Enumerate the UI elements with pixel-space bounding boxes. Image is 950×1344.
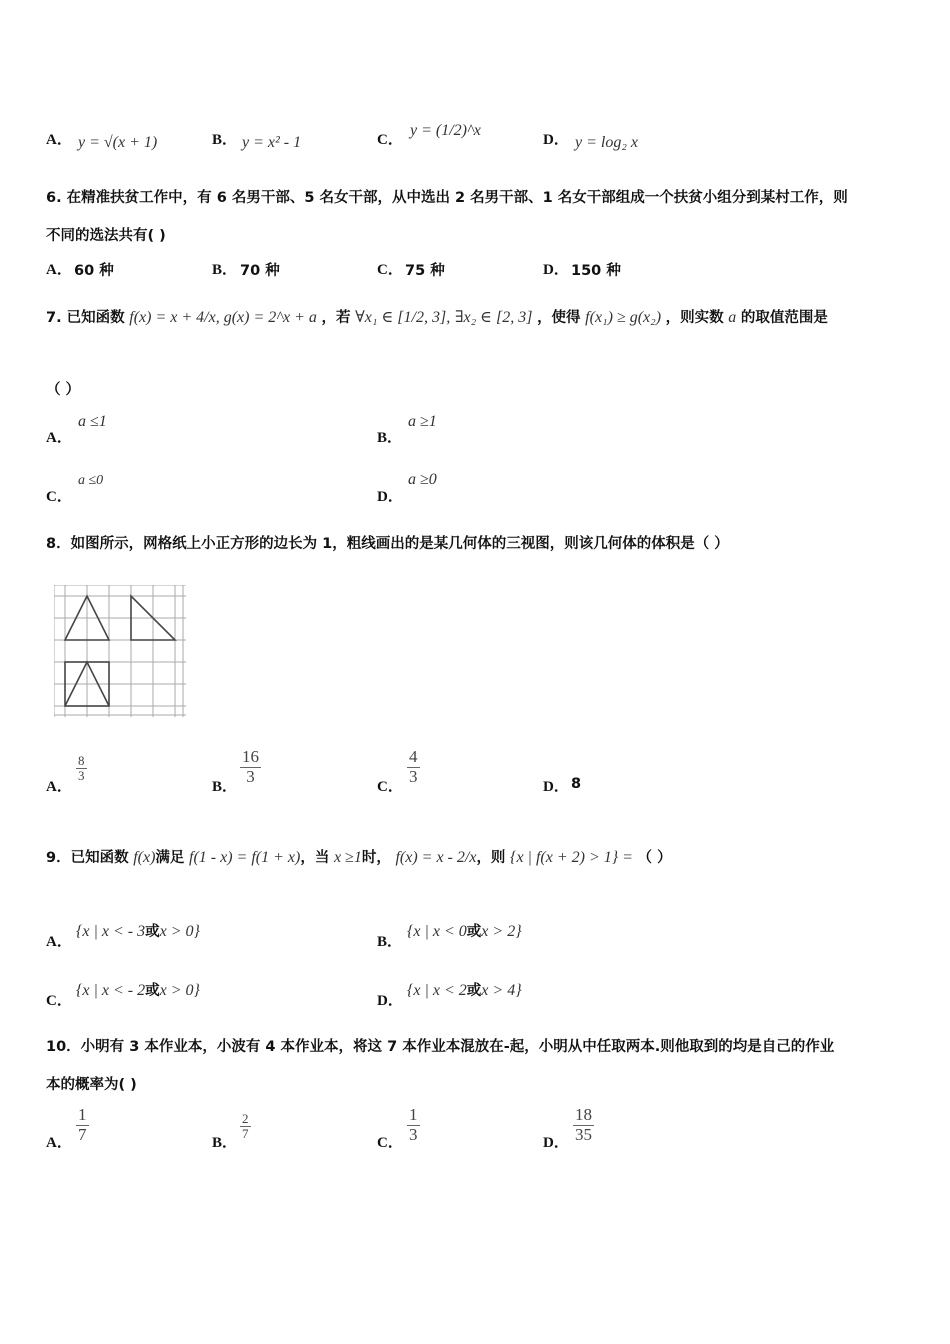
q10-option-a-label[interactable]: A． — [46, 1135, 72, 1151]
q9-option-a-expr — [76, 920, 200, 941]
q9-prefix: 9．已知函数 — [46, 850, 129, 866]
q9-option-b-or: 或 — [466, 924, 482, 940]
q10-stem-line1: 10．小明有 3 本作业本，小波有 4 本作业本，将这 7 本作业本混放在-起，小明从中任取两本.则他取到的均是自己的作业 — [46, 1039, 835, 1055]
q8-option-b-label[interactable]: B． — [212, 779, 238, 795]
q9-option-c-label[interactable]: C． — [46, 993, 72, 1009]
q6-option-b-text: 70 种 — [240, 263, 280, 279]
q7-option-d-label[interactable]: D． — [377, 489, 403, 505]
q7-option-a-expr: a ≤1 — [78, 413, 107, 430]
q7-paren: （ ） — [46, 382, 81, 398]
q9-mid3: 时， — [361, 850, 391, 866]
q10-option-b-num: 2 — [242, 1111, 249, 1126]
q9-option-c-right: x > 0} — [159, 982, 200, 999]
q5-option-a-expr — [78, 134, 157, 152]
q9-option-c-left: {x | x < - 2 — [76, 982, 146, 999]
q6-option-c-text: 75 种 — [405, 263, 445, 279]
q9-xge: x ≥1 — [333, 849, 362, 866]
q9-fx: f(x) — [133, 849, 156, 866]
q7-shide: ，使得 — [537, 310, 581, 326]
q5-option-b-label[interactable]: B． — [212, 132, 238, 148]
q9-option-a-right: x > 0} — [159, 923, 200, 940]
q9-mid4: ，则 — [476, 850, 506, 866]
q8-option-c-den: 3 — [409, 766, 418, 786]
q9-option-d-expr — [407, 979, 522, 1000]
q10-option-d-den: 35 — [575, 1124, 592, 1144]
q10-option-c-label[interactable]: C． — [377, 1135, 403, 1151]
q9-option-a-or: 或 — [145, 924, 160, 940]
q7-option-d-expr: a ≥0 — [408, 471, 437, 488]
q8-option-b-fraction — [240, 748, 261, 786]
q5-option-b-expr: y = x² - 1 — [242, 134, 302, 151]
q5-option-a-formula: y = √(x + 1) — [78, 134, 158, 151]
q8-option-c-num: 4 — [409, 747, 418, 766]
q9-option-b-expr — [407, 920, 522, 941]
q7-tail: ，则实数 — [665, 310, 724, 326]
q7-cond2: ∃x₂ ∈ [2, 3] — [454, 309, 533, 326]
q6-stem-line1: 6. 在精准扶贫工作中，有 6 名男干部、5 名女干部，从中选出 2 名男干部、1 名女干部组成一个扶贫小组分到某村工作，则 — [46, 190, 848, 206]
q9-set: {x | f(x + 2) > 1} = — [510, 849, 633, 866]
q9-option-b-label[interactable]: B． — [377, 934, 403, 950]
q7-ineq: f(x₁) ≥ g(x₂) — [585, 309, 662, 326]
q8-option-a-label[interactable]: A． — [46, 779, 72, 795]
q7-option-b-label[interactable]: B． — [377, 430, 403, 446]
q10-option-d-num: 18 — [575, 1105, 592, 1124]
q10-option-b-den: 7 — [242, 1126, 249, 1142]
q10-option-a-fraction — [76, 1106, 89, 1144]
q7-cond1: ∀x₁ ∈ [1/2, 3] — [355, 309, 447, 326]
q10-option-b-fraction — [240, 1112, 251, 1142]
q6-option-a-text: 60 种 — [74, 263, 114, 279]
q10-option-c-num: 1 — [409, 1105, 418, 1124]
q9-option-c-expr — [76, 979, 200, 1000]
q9-option-d-or: 或 — [466, 983, 482, 999]
q9-mid1: 满足 — [155, 850, 185, 866]
q10-option-c-fraction — [407, 1106, 420, 1144]
q5-option-d-label[interactable]: D． — [543, 132, 569, 148]
q5-option-c-expr: y = (1/2)^x — [410, 122, 481, 139]
q9-option-d-label[interactable]: D． — [377, 993, 403, 1009]
q8-option-b-num: 16 — [242, 747, 259, 766]
q9-option-a-left: {x | x < - 3 — [76, 923, 146, 940]
q9-option-c-or: 或 — [145, 983, 160, 999]
q5-option-c-label[interactable]: C． — [377, 132, 403, 148]
q9-tail: （ ） — [637, 850, 672, 866]
q6-stem-line2: 不同的选法共有( ) — [46, 228, 166, 244]
q8-option-a-num: 8 — [78, 753, 85, 768]
q9-mid2: ，当 — [300, 850, 330, 866]
q9-stem — [46, 846, 672, 867]
q7-stem: 7. 已知函数 f(x) = x + 4/x, g(x) = 2^x + a ，若 ∀x₁ ∈ [1/2, 3], ∃x₂ ∈ [2, 3] ，使得 f(x₁) ≥ g(x₂) ，则实数 a 的取值范围是 — [46, 309, 828, 326]
q8-option-c-fraction — [407, 748, 420, 786]
q6-option-d-text: 150 种 — [571, 263, 621, 279]
q8-stem: 8．如图所示，网格纸上小正方形的边长为 1，粗线画出的是某几何体的三视图，则该几何体的体积是（ ） — [46, 536, 729, 552]
q9-option-b-right: x > 2} — [481, 923, 522, 940]
q7-option-c-label[interactable]: C． — [46, 489, 72, 505]
q7-func-g: g(x) = 2^x + a — [223, 309, 317, 326]
q10-option-b-label[interactable]: B． — [212, 1135, 238, 1151]
q9-option-a-label[interactable]: A． — [46, 934, 72, 950]
q7-option-b-expr: a ≥1 — [408, 413, 437, 430]
q7-tail2: 的取值范围是 — [740, 310, 828, 326]
q7-prefix: 7. 已知函数 — [46, 310, 125, 326]
q8-option-c-label[interactable]: C． — [377, 779, 403, 795]
q9-option-d-left: {x | x < 2 — [407, 982, 467, 999]
q6-option-c-label[interactable]: C． — [377, 262, 403, 278]
q7-option-c-expr: a ≤0 — [78, 473, 104, 488]
q8-option-a-fraction — [76, 754, 87, 784]
q10-option-a-den: 7 — [78, 1124, 87, 1144]
q6-option-d-label[interactable]: D． — [543, 262, 569, 278]
grid-lines — [54, 585, 186, 717]
q9-cond: f(1 - x) = f(1 + x) — [189, 849, 301, 866]
q10-stem-line2: 本的概率为( ) — [46, 1077, 137, 1093]
q9-option-d-right: x > 4} — [481, 982, 522, 999]
q8-option-d-text: 8 — [571, 776, 582, 792]
q10-option-a-num: 1 — [78, 1105, 87, 1124]
q7-ruo: ，若 — [321, 310, 351, 326]
q7-option-a-label[interactable]: A． — [46, 430, 72, 446]
q10-option-d-fraction — [573, 1106, 594, 1144]
q10-option-c-den: 3 — [409, 1124, 418, 1144]
three-view-figure — [54, 585, 186, 717]
q5-option-d-expr: y = log₂ x — [575, 134, 639, 151]
q10-option-d-label[interactable]: D． — [543, 1135, 569, 1151]
q8-option-d-label[interactable]: D． — [543, 779, 569, 795]
q6-option-b-label[interactable]: B． — [212, 262, 238, 278]
q8-option-a-den: 3 — [78, 768, 85, 784]
q7-var: a — [728, 309, 737, 326]
q7-func-f: f(x) = x + 4/x — [129, 309, 216, 326]
q5-option-a-label[interactable]: A． — [46, 132, 72, 148]
q9-def: f(x) = x - 2/x — [395, 849, 477, 866]
q6-option-a-label[interactable]: A． — [46, 262, 72, 278]
q8-option-b-den: 3 — [246, 766, 255, 786]
q9-option-b-left: {x | x < 0 — [407, 923, 467, 940]
